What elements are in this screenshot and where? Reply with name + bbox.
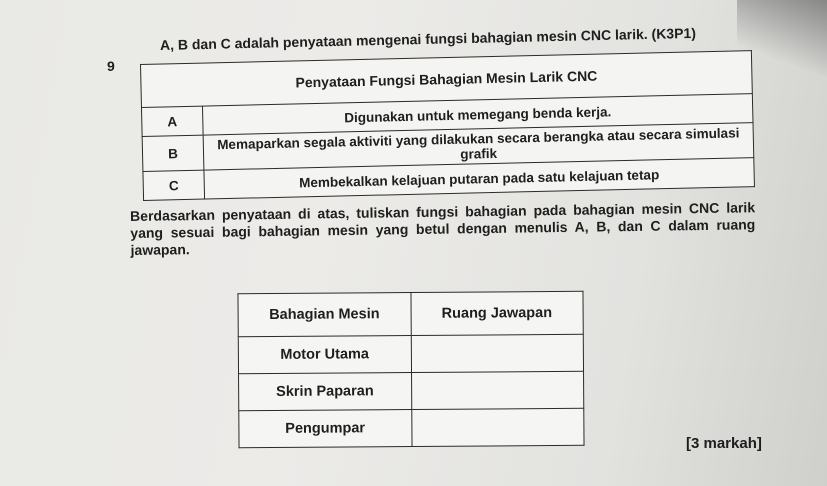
instruction-paragraph: Berdasarkan penyataan di atas, tuliskan fungsi bahagian pada bahagian mesin CNC larik yang sesuai bagi bahagian mesin yang betul dengan menulis A, B, dan C dalam ruang jawapan.	[130, 199, 756, 258]
statement-label: C	[143, 170, 205, 200]
question-text: A, B dan C adalah penyataan mengenai fungsi bahagian mesin CNC larik. (K3P1)	[159, 24, 697, 53]
machine-part: Skrin Paparan	[239, 372, 412, 410]
answer-cell[interactable]	[411, 408, 584, 446]
statement-table	[140, 50, 755, 201]
statement-label: B	[142, 135, 204, 171]
question-number: 9	[107, 58, 115, 74]
answer-table	[237, 291, 584, 448]
machine-part: Motor Utama	[238, 336, 411, 374]
statement-text: Membekalkan kelajuan putaran pada satu kelajuan tetap	[204, 158, 755, 199]
marks-label: [3 markah]	[686, 435, 762, 452]
statement-table-title: Penyataan Fungsi Bahagian Mesin Larik CNC	[141, 51, 753, 108]
statement-label: A	[141, 106, 203, 136]
machine-part: Pengumpar	[239, 409, 412, 447]
statement-text: Digunakan untuk memegang benda kerja.	[202, 94, 753, 135]
answer-cell[interactable]	[411, 334, 584, 372]
answer-cell[interactable]	[411, 371, 584, 409]
answer-table-header: Bahagian Mesin	[238, 293, 411, 337]
statement-text: Memaparkan segala aktiviti yang dilakukan secara berangka atau secara simulasi grafik	[203, 123, 754, 170]
answer-table-header: Ruang Jawapan	[410, 291, 583, 335]
